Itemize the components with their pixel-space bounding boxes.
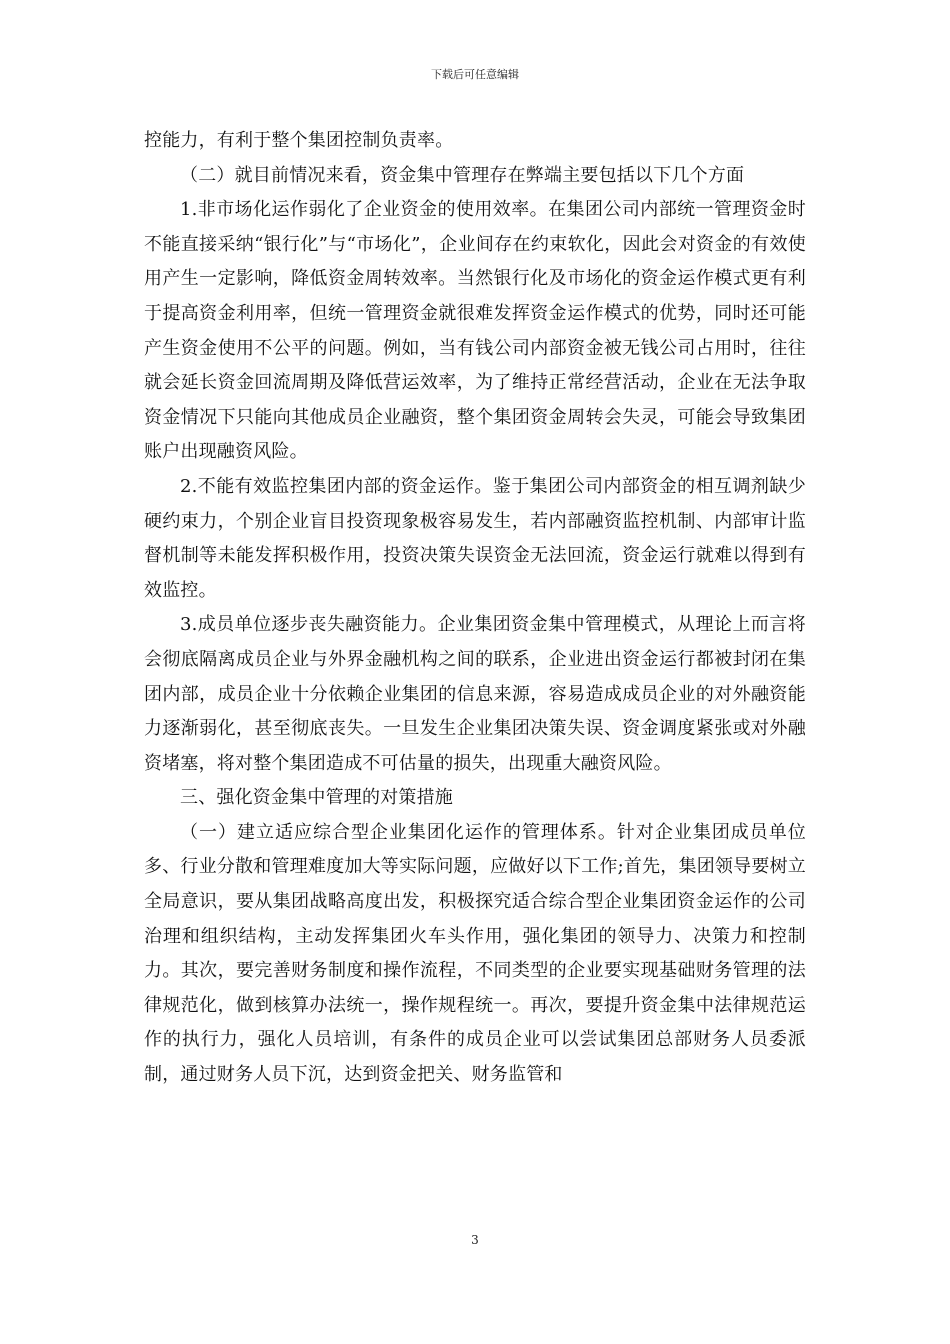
document-body (144, 124, 806, 1093)
page-header: 下载后可任意编辑 (431, 68, 519, 81)
paragraph-point-1: 1.非市场化运作弱化了企业资金的使用效率。在集团公司内部统一管理资金时不能直接采纳“银行化”与“市场化”，企业间存在约束软化，因此会对资金的有效使用产生一定影响，降低资金周转效率。当然银行化及市场化的资金运作模式更有利于提高资金利用率，但统一管理资金就很难发挥资金运作模式的优势，同时还可能产生资金使用不公平的问题。例如，当有钱公司内部资金被无钱公司占用时，往往就会延长资金回流周期及降低营运效率，为了维持正常经营活动，企业在无法争取资金情况下只能向其他成员企业融资，整个集团资金周转会失灵，可能会导致集团账户出现融资风险。 (144, 199, 806, 463)
paragraph-measure-1: （一）建立适应综合型企业集团化运作的管理体系。针对企业集团成员单位多、行业分散和管理难度加大等实际问题，应做好以下工作;首先，集团领导要树立全局意识，要从集团战略高度出发，积极探究适合综合型企业集团资金运作的公司治理和组织结构，主动发挥集团火车头作用，强化集团的领导力、决策力和控制力。其次，要完善财务制度和操作流程，不同类型的企业要实现基础财务管理的法律规范化，做到核算办法统一，操作规程统一。再次，要提升资金集中法律规范运作的执行力，强化人员培训，有条件的成员企业可以尝试集团总部财务人员委派制，通过财务人员下沉，达到资金把关、财务监管和 (144, 821, 806, 1086)
section-heading-3: 三、强化资金集中管理的对策措施 (180, 787, 453, 809)
paragraph-point-3: 3.成员单位逐步丧失融资能力。企业集团资金集中管理模式，从理论上而言将会彻底隔离成员企业与外界金融机构之间的联系，企业进出资金运行都被封闭在集团内部，成员企业十分依赖企业集团的信息来源，容易造成成员企业的对外融资能力逐渐弱化，甚至彻底丧失。一旦发生企业集团决策失误、资金调度紧张或对外融资堵塞，将对整个集团造成不可估量的损失，出现重大融资风险。 (144, 614, 806, 774)
paragraph-point-2: 2.不能有效监控集团内部的资金运作。鉴于集团公司内部资金的相互调剂缺少硬约束力，个别企业盲目投资现象极容易发生，若内部融资监控机制、内部审计监督机制等未能发挥积极作用，投资决策失误资金无法回流，资金运行就难以得到有效监控。 (144, 475, 806, 601)
section-heading-2: （二）就目前情况来看，资金集中管理存在弊端主要包括以下几个方面 (180, 164, 745, 186)
page-number: 3 (471, 1233, 479, 1247)
paragraph-continuation: 控能力，有利于整个集团控制负责率。 (144, 130, 454, 151)
